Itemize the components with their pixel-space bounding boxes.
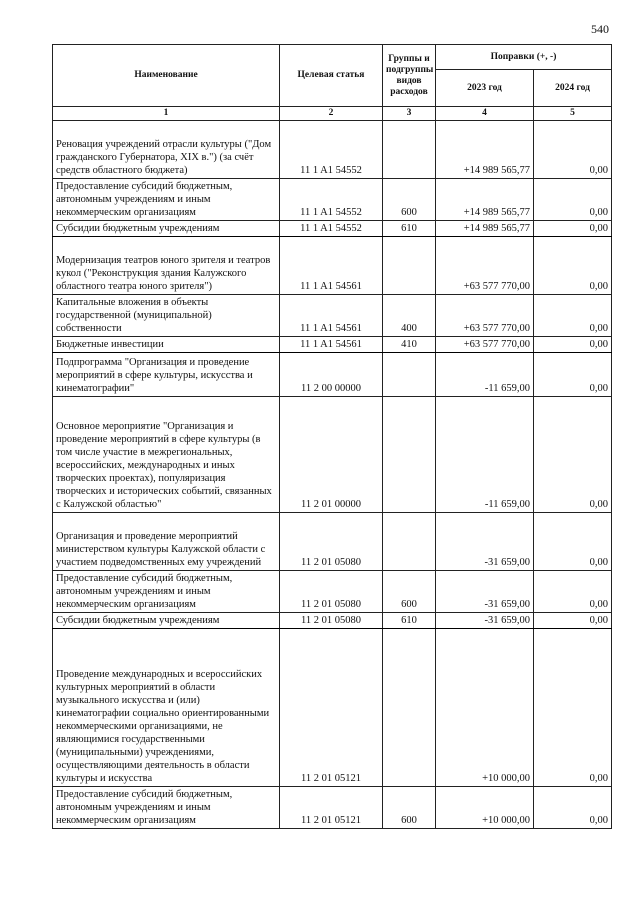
row-amount-2023: -11 659,00	[436, 353, 534, 397]
row-group-code	[383, 397, 436, 513]
row-name: Проведение международных и всероссийских культурных мероприятий в области музыкального искусства и (или) кинематографии социально ориентированными некоммерческими организациями, не являющимися государственными (муниципальными) учреждениями, осуществляющими деятельность в области культуры и искусства	[53, 629, 280, 787]
row-amount-2024: 0,00	[534, 237, 612, 295]
row-group-code: 600	[383, 787, 436, 829]
header-year-2024: 2024 год	[534, 70, 612, 107]
row-amount-2024: 0,00	[534, 295, 612, 337]
row-group-code	[383, 353, 436, 397]
row-group-code	[383, 513, 436, 571]
table-row	[53, 237, 612, 295]
row-amount-2024: 0,00	[534, 179, 612, 221]
row-amount-2024: 0,00	[534, 571, 612, 613]
row-name: Предоставление субсидий бюджетным, автономным учреждениям и иным некоммерческим организациям	[53, 787, 280, 829]
row-name: Предоставление субсидий бюджетным, автономным учреждениям и иным некоммерческим организациям	[53, 571, 280, 613]
row-target-code: 11 1 A1 54552	[280, 221, 383, 237]
row-amount-2023: -31 659,00	[436, 513, 534, 571]
header-name: Наименование	[53, 45, 280, 107]
row-amount-2023: -31 659,00	[436, 613, 534, 629]
row-name: Организация и проведение мероприятий министерством культуры Калужской области с участием подведомственных ему учреждений	[53, 513, 280, 571]
row-name: Капитальные вложения в объекты государственной (муниципальной) собственности	[53, 295, 280, 337]
row-target-code: 11 2 01 05121	[280, 629, 383, 787]
row-target-code: 11 2 01 05080	[280, 571, 383, 613]
table-row	[53, 613, 612, 629]
row-target-code: 11 2 01 05080	[280, 513, 383, 571]
table-row	[53, 629, 612, 787]
table-row	[53, 221, 612, 237]
row-amount-2024: 0,00	[534, 513, 612, 571]
col-number: 1	[53, 107, 280, 121]
col-number: 5	[534, 107, 612, 121]
header-year-2023: 2023 год	[436, 70, 534, 107]
row-target-code: 11 1 A1 54561	[280, 237, 383, 295]
row-amount-2024: 0,00	[534, 787, 612, 829]
table-row	[53, 179, 612, 221]
row-target-code: 11 2 01 05080	[280, 613, 383, 629]
row-amount-2023: +63 577 770,00	[436, 295, 534, 337]
column-numbers-row	[53, 107, 612, 121]
col-number: 3	[383, 107, 436, 121]
budget-table	[52, 44, 612, 829]
row-name: Субсидии бюджетным учреждениям	[53, 221, 280, 237]
row-group-code	[383, 121, 436, 179]
table-row	[53, 571, 612, 613]
table-row	[53, 121, 612, 179]
page-number: 540	[591, 22, 609, 36]
table-row	[53, 337, 612, 353]
row-amount-2023: +63 577 770,00	[436, 337, 534, 353]
row-target-code: 11 2 01 05121	[280, 787, 383, 829]
table-row	[53, 513, 612, 571]
row-name: Предоставление субсидий бюджетным, автономным учреждениям и иным некоммерческим организациям	[53, 179, 280, 221]
row-amount-2023: -31 659,00	[436, 571, 534, 613]
row-amount-2024: 0,00	[534, 337, 612, 353]
row-amount-2023: +14 989 565,77	[436, 121, 534, 179]
row-name: Реновация учреждений отрасли культуры ("Дом гражданского Губернатора, XIX в.") (за счёт средств областного бюджета)	[53, 121, 280, 179]
row-name: Подпрограмма "Организация и проведение мероприятий в сфере культуры, искусства и кинематографии"	[53, 353, 280, 397]
row-amount-2023: +63 577 770,00	[436, 237, 534, 295]
header-groups: Группы и подгруппы видов расходов	[383, 45, 436, 107]
row-amount-2024: 0,00	[534, 629, 612, 787]
table-row	[53, 787, 612, 829]
row-group-code: 610	[383, 221, 436, 237]
row-amount-2024: 0,00	[534, 221, 612, 237]
row-target-code: 11 2 01 00000	[280, 397, 383, 513]
row-amount-2024: 0,00	[534, 353, 612, 397]
row-target-code: 11 1 A1 54552	[280, 121, 383, 179]
header-row	[53, 45, 612, 70]
row-amount-2024: 0,00	[534, 613, 612, 629]
row-target-code: 11 1 A1 54561	[280, 295, 383, 337]
row-group-code: 410	[383, 337, 436, 353]
row-group-code	[383, 629, 436, 787]
header-amendments: Поправки (+, -)	[436, 45, 612, 70]
row-group-code: 600	[383, 179, 436, 221]
col-number: 2	[280, 107, 383, 121]
row-group-code: 610	[383, 613, 436, 629]
row-group-code: 600	[383, 571, 436, 613]
row-name: Субсидии бюджетным учреждениям	[53, 613, 280, 629]
row-amount-2023: -11 659,00	[436, 397, 534, 513]
row-name: Основное мероприятие "Организация и проведение мероприятий в сфере культуры (в том числе участие в межрегиональных, всероссийских, международных и иных творческих проектах), популяризация творческих и исторических событий, связанных с Калужской областью"	[53, 397, 280, 513]
header-target: Целевая статья	[280, 45, 383, 107]
table-row	[53, 397, 612, 513]
row-group-code	[383, 237, 436, 295]
row-target-code: 11 1 A1 54561	[280, 337, 383, 353]
row-amount-2024: 0,00	[534, 397, 612, 513]
table-row	[53, 353, 612, 397]
row-name: Бюджетные инвестиции	[53, 337, 280, 353]
table-row	[53, 295, 612, 337]
row-target-code: 11 2 00 00000	[280, 353, 383, 397]
row-amount-2023: +10 000,00	[436, 629, 534, 787]
row-amount-2023: +14 989 565,77	[436, 179, 534, 221]
row-target-code: 11 1 A1 54552	[280, 179, 383, 221]
row-amount-2023: +14 989 565,77	[436, 221, 534, 237]
row-amount-2023: +10 000,00	[436, 787, 534, 829]
table-body	[53, 121, 612, 829]
row-name: Модернизация театров юного зрителя и театров кукол ("Реконструкция здания Калужского областного театра юного зрителя")	[53, 237, 280, 295]
row-group-code: 400	[383, 295, 436, 337]
col-number: 4	[436, 107, 534, 121]
row-amount-2024: 0,00	[534, 121, 612, 179]
